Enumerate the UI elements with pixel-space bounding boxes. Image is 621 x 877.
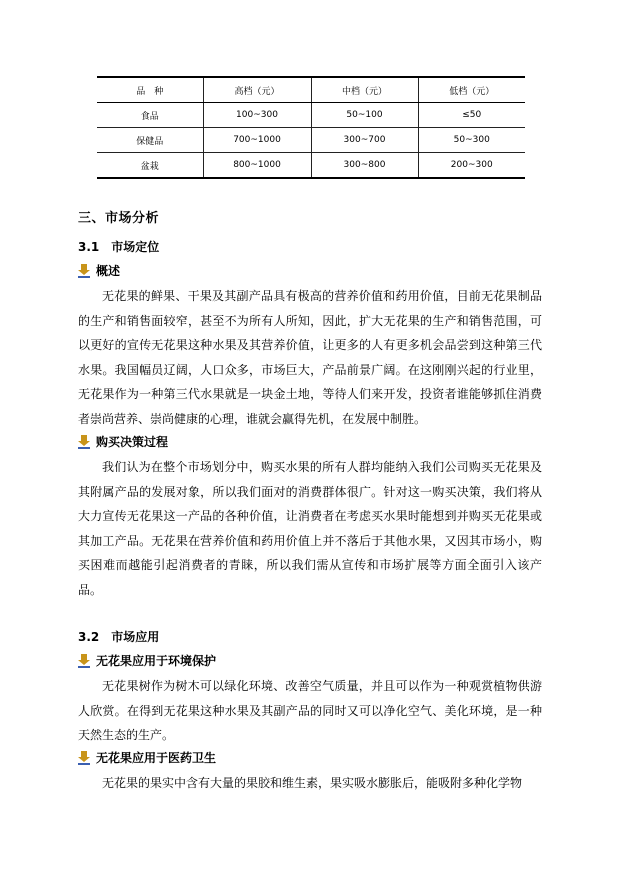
table-cell: ≤50 [418,103,525,128]
paragraph: 无花果树作为树木可以绿化环境、改善空气质量，并且可以作为一种观赏植物供游人欣赏。在得到无花果这种水果及其副产品的同时又可以净化空气、美化环境，是一种天然生态的生产。 [78,679,542,742]
table-cell: 800~1000 [203,153,311,179]
table-cell: 300~800 [311,153,418,179]
table-cell: 100~300 [203,103,311,128]
table-cell: 300~700 [311,128,418,153]
subsection-heading: 3.1 市场定位 [78,240,160,254]
bullet-heading-label: 购买决策过程 [96,435,169,449]
bullet-heading-label: 概述 [96,264,121,278]
table-header-row [97,77,525,103]
table-row [97,153,525,179]
table-cell: 50~300 [418,128,525,153]
subsection-heading: 3.2 市场应用 [78,630,160,644]
arrow-down-bullet-icon [78,435,90,449]
table-header-cell: 高档（元） [203,77,311,103]
table-row [97,103,525,128]
table-header-cell: 低档（元） [418,77,525,103]
arrow-down-bullet-icon [78,264,90,278]
table-cell: 200~300 [418,153,525,179]
table-header-cell: 品 种 [97,77,203,103]
bullet-heading-label: 无花果应用于医药卫生 [96,751,217,765]
arrow-down-bullet-icon [78,751,90,765]
bullet-heading-overview [78,262,120,279]
paragraph: 无花果的鲜果、干果及其副产品具有极高的营养价值和药用价值，目前无花果制品的生产和销售面较窄，甚至不为所有人所知，因此，扩大无花果的生产和销售范围，可以更好的宣传无花果这种水果及其营养价值，让更多的人有更多机会品尝到这种第三代水果。我国幅员辽阔，人口众多，市场巨大，产品前景广阔。在这刚刚兴起的行业里，无花果作为一种第三代水果就是一块金土地，等待人们来开发，投资者谁能够抓住消费者崇尚营养、崇尚健康的心理，谁就会赢得先机，在发展中制胜。 [78,289,542,426]
table-cell: 700~1000 [203,128,311,153]
price-table [97,76,525,179]
bullet-heading-label: 无花果应用于环境保护 [96,654,217,668]
table-header-cell: 中档（元） [311,77,418,103]
bullet-heading-medical [78,749,216,766]
arrow-down-bullet-icon [78,654,90,668]
table-cell: 50~100 [311,103,418,128]
paragraph: 我们认为在整个市场划分中，购买水果的所有人群均能纳入我们公司购买无花果及其附属产品的发展对象，所以我们面对的消费群体很广。针对这一购买决策，我们将从大力宣传无花果这一产品的各种价值，让消费者在考虑买水果时能想到并购买无花果或其加工产品。无花果在营养价值和药用价值上并不落后于其他水果，又因其市场小，购买困难而越能引起消费者的青睐，所以我们需从宣传和市场扩展等方面全面引入该产品。 [78,460,542,597]
bullet-heading-environment [78,652,216,669]
bullet-heading-decision [78,433,168,450]
section-heading: 三、市场分析 [78,211,160,226]
table-cell: 保健品 [97,128,203,153]
table-row [97,128,525,153]
paragraph: 无花果的果实中含有大量的果胶和维生素，果实吸水膨胀后，能吸附多种化学物 [102,776,523,790]
table-cell: 盆栽 [97,153,203,179]
table-cell: 食品 [97,103,203,128]
